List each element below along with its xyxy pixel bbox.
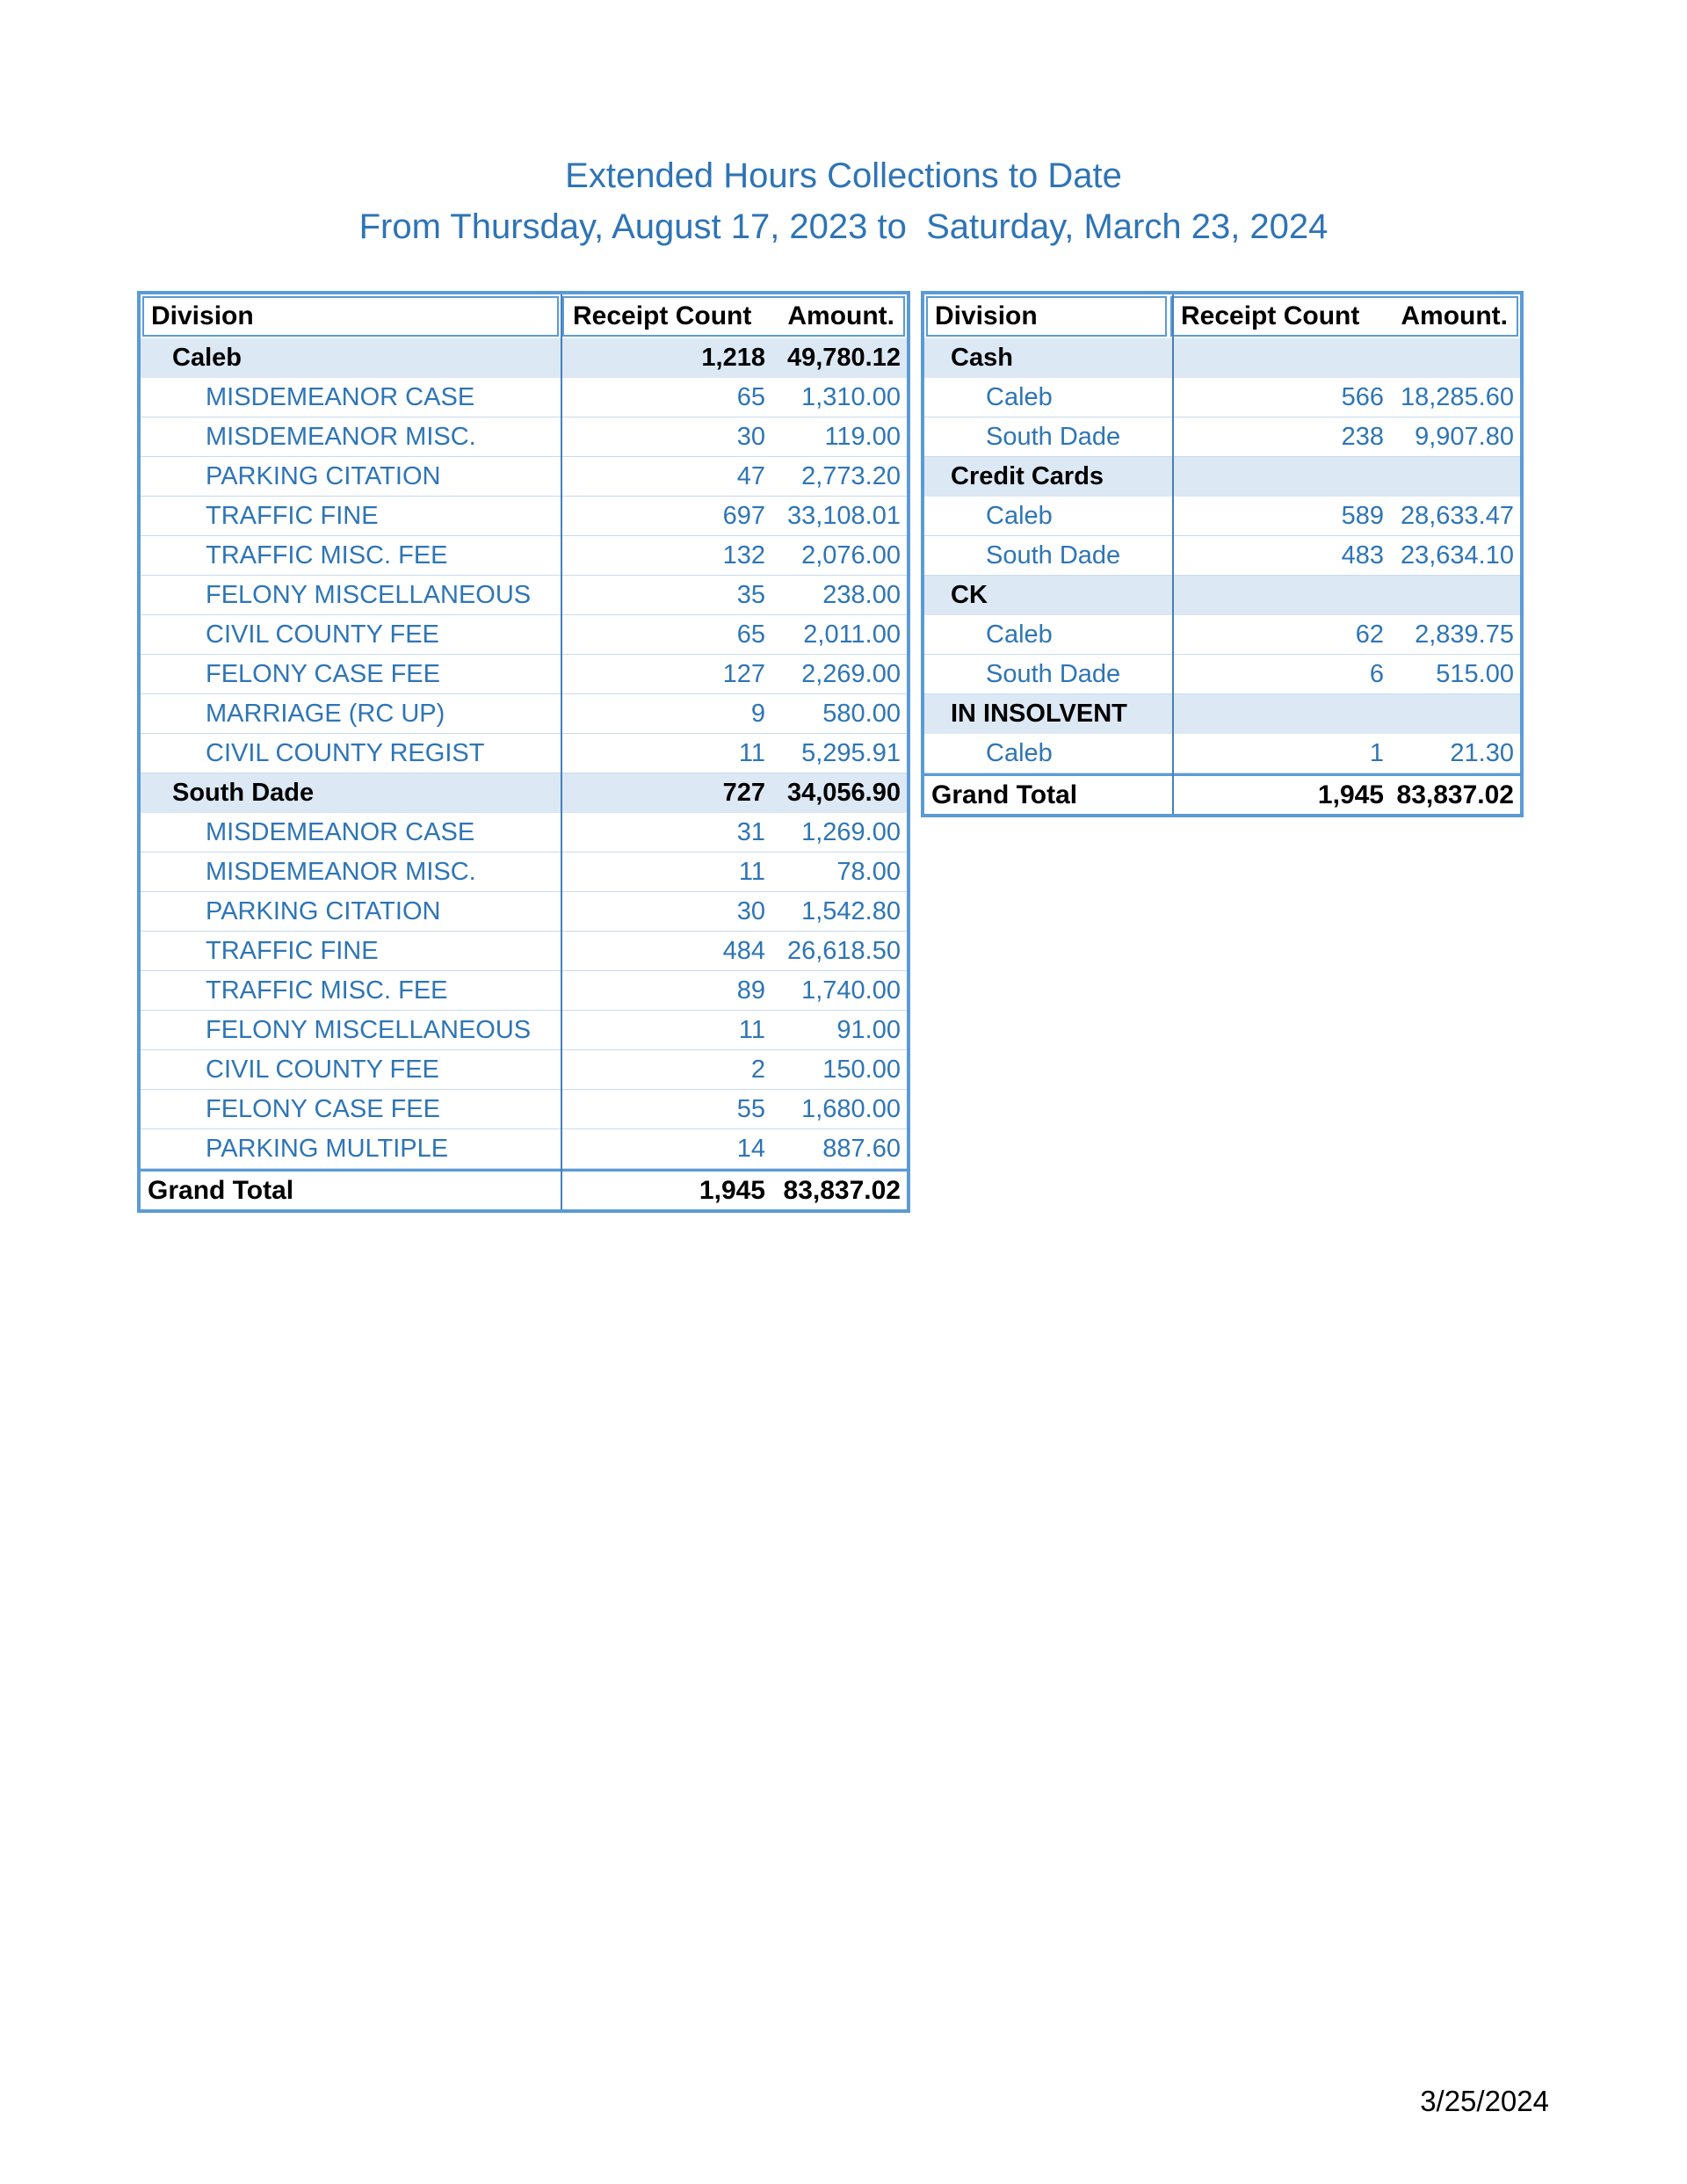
column-header-values: [1170, 296, 1518, 337]
amount-cell: 150.00: [822, 1055, 901, 1084]
receipt-count-cell: [1172, 576, 1388, 615]
amount-cell: [1388, 576, 1520, 615]
receipt-count-cell: 484: [722, 936, 765, 965]
grand-total-row: [924, 773, 1520, 814]
division-cell: PARKING CITATION: [206, 461, 441, 490]
receipt-count-cell: 30: [736, 422, 765, 451]
receipt-count-cell: 30: [736, 896, 765, 925]
division-cell: FELONY CASE FEE: [206, 659, 440, 688]
detail-row: [141, 497, 907, 536]
division-cell: PARKING MULTIPLE: [206, 1134, 449, 1163]
group-row: [141, 338, 907, 378]
report-title: Extended Hours Collections to Date: [565, 156, 1122, 195]
division-cell: TRAFFIC MISC. FEE: [206, 976, 448, 1005]
receipt-count-cell: 6: [1369, 659, 1384, 688]
detail-row: [924, 655, 1520, 694]
division-cell: FELONY MISCELLANEOUS: [206, 580, 532, 609]
receipt-count-cell: 127: [722, 659, 765, 688]
detail-row: [924, 378, 1520, 417]
detail-row: [141, 932, 907, 971]
receipt-count-cell: 1: [1369, 738, 1384, 767]
receipt-count-cell: 566: [1341, 382, 1384, 411]
detail-row: [141, 655, 907, 694]
detail-row: [141, 1050, 907, 1090]
division-cell: MARRIAGE (RC UP): [206, 699, 445, 728]
amount-cell: 2,011.00: [803, 620, 901, 649]
detail-row: [141, 1011, 907, 1050]
amount-cell: 9,907.80: [1415, 422, 1514, 451]
column-header-amount: Amount.: [1401, 301, 1508, 330]
column-divider: [561, 294, 562, 1209]
amount-cell: 91.00: [836, 1015, 901, 1044]
receipt-count-cell: 11: [738, 1015, 765, 1044]
receipt-count-cell: [1172, 338, 1388, 378]
amount-cell: 580.00: [822, 699, 901, 728]
detail-row: [141, 1090, 907, 1129]
division-cell: Cash: [951, 344, 1013, 372]
group-row: [141, 773, 907, 813]
division-cell: CIVIL COUNTY FEE: [206, 1055, 439, 1084]
receipt-count-cell: 697: [722, 501, 765, 530]
amount-cell: 515.00: [1436, 659, 1514, 688]
amount-cell: 2,773.20: [801, 461, 901, 490]
grand-total-row: [141, 1169, 907, 1209]
division-cell: MISDEMEANOR MISC.: [206, 422, 476, 451]
division-cell: TRAFFIC MISC. FEE: [206, 541, 448, 570]
division-cell: Credit Cards: [951, 462, 1104, 490]
group-row: [924, 338, 1520, 378]
receipt-count-cell: 11: [738, 857, 765, 886]
amount-cell: 21.30: [1450, 738, 1514, 767]
detail-row: [141, 378, 907, 417]
amount-cell: 5,295.91: [801, 738, 901, 767]
division-cell: Grand Total: [931, 780, 1078, 809]
division-cell: PARKING CITATION: [206, 896, 441, 925]
detail-row: [141, 615, 907, 655]
receipt-count-cell: 1,945: [699, 1175, 765, 1205]
detail-row: [141, 853, 907, 892]
group-row: [924, 576, 1520, 615]
collections-by-division-table: [137, 291, 910, 1213]
amount-cell: 2,269.00: [801, 659, 901, 688]
receipt-count-cell: 132: [722, 541, 765, 570]
amount-cell: 18,285.60: [1400, 382, 1514, 411]
amount-cell: 1,740.00: [801, 976, 901, 1005]
division-cell: CIVIL COUNTY REGIST: [206, 738, 485, 767]
amount-cell: 23,634.10: [1400, 541, 1514, 570]
detail-row: [141, 457, 907, 497]
amount-cell: 78.00: [836, 857, 901, 886]
receipt-count-cell: 55: [736, 1094, 765, 1123]
receipt-count-cell: 65: [736, 382, 765, 411]
amount-cell: 1,680.00: [801, 1094, 901, 1123]
group-row: [924, 694, 1520, 734]
receipt-count-cell: 11: [738, 738, 765, 767]
division-cell: Caleb: [986, 382, 1053, 411]
division-cell: CK: [951, 581, 988, 609]
amount-cell: [1388, 694, 1520, 734]
division-cell: CIVIL COUNTY FEE: [206, 620, 439, 649]
receipt-count-cell: 1,218: [701, 344, 765, 372]
receipt-count-cell: 1,945: [1317, 780, 1384, 809]
amount-cell: 49,780.12: [786, 344, 901, 372]
amount-cell: 1,269.00: [801, 817, 901, 846]
detail-row: [141, 1129, 907, 1169]
group-row: [924, 457, 1520, 497]
division-cell: Grand Total: [148, 1175, 294, 1205]
report-subtitle: From Thursday, August 17, 2023 to Saturday, March 23, 2024: [358, 207, 1329, 246]
amount-cell: 83,837.02: [783, 1175, 901, 1205]
receipt-count-cell: 2: [750, 1055, 765, 1084]
amount-cell: [1388, 457, 1520, 497]
column-header-division: Division: [926, 296, 1167, 337]
amount-cell: 1,310.00: [801, 382, 901, 411]
column-divider: [1172, 294, 1174, 814]
detail-row: [141, 694, 907, 734]
division-cell: TRAFFIC FINE: [206, 501, 379, 530]
detail-row: [924, 536, 1520, 576]
table-header-row: [924, 294, 1520, 338]
amount-cell: 1,542.80: [801, 896, 901, 925]
receipt-count-cell: 89: [736, 976, 765, 1005]
column-header-values: [562, 296, 905, 337]
amount-cell: [1388, 338, 1520, 378]
receipt-count-cell: 35: [736, 580, 765, 609]
print-date: 3/25/2024: [1420, 2085, 1549, 2117]
receipt-count-cell: 727: [722, 779, 765, 807]
division-cell: Caleb: [986, 738, 1053, 767]
detail-row: [141, 576, 907, 615]
column-header-receipt-count: Receipt Count: [573, 301, 752, 330]
division-cell: IN INSOLVENT: [951, 700, 1127, 728]
division-cell: FELONY CASE FEE: [206, 1094, 440, 1123]
table-body: [141, 338, 907, 1209]
collections-by-payment-type-table: [921, 291, 1524, 817]
division-cell: South Dade: [172, 779, 315, 807]
detail-row: [141, 734, 907, 773]
receipt-count-cell: 31: [736, 817, 765, 846]
receipt-count-cell: 9: [750, 699, 765, 728]
detail-row: [141, 892, 907, 932]
detail-row: [924, 417, 1520, 457]
receipt-count-cell: 483: [1341, 541, 1384, 570]
detail-row: [924, 497, 1520, 536]
table-header-row: [141, 294, 907, 338]
amount-cell: 119.00: [824, 422, 901, 451]
amount-cell: 238.00: [822, 580, 901, 609]
amount-cell: 28,633.47: [1400, 501, 1514, 530]
division-cell: TRAFFIC FINE: [206, 936, 379, 965]
division-cell: South Dade: [986, 541, 1121, 570]
detail-row: [141, 971, 907, 1011]
detail-row: [924, 615, 1520, 655]
division-cell: FELONY MISCELLANEOUS: [206, 1015, 532, 1044]
receipt-count-cell: 589: [1341, 501, 1384, 530]
receipt-count-cell: 238: [1341, 422, 1384, 451]
detail-row: [141, 417, 907, 457]
division-cell: South Dade: [986, 422, 1121, 451]
receipt-count-cell: [1172, 457, 1388, 497]
amount-cell: 26,618.50: [786, 936, 901, 965]
detail-row: [924, 734, 1520, 773]
amount-cell: 2,076.00: [801, 541, 901, 570]
receipt-count-cell: [1172, 694, 1388, 734]
amount-cell: 887.60: [822, 1134, 901, 1163]
amount-cell: 33,108.01: [786, 501, 901, 530]
column-header-receipt-count: Receipt Count: [1181, 301, 1360, 330]
table-body: [924, 338, 1520, 814]
receipt-count-cell: 47: [736, 461, 765, 490]
detail-row: [141, 536, 907, 576]
division-cell: Caleb: [986, 620, 1053, 649]
division-cell: Caleb: [172, 344, 242, 372]
division-cell: South Dade: [986, 659, 1121, 688]
division-cell: MISDEMEANOR CASE: [206, 817, 475, 846]
amount-cell: 34,056.90: [786, 779, 901, 807]
receipt-count-cell: 14: [736, 1134, 765, 1163]
division-cell: Caleb: [986, 501, 1053, 530]
column-header-division: Division: [142, 296, 559, 337]
amount-cell: 83,837.02: [1396, 780, 1514, 809]
division-cell: MISDEMEANOR MISC.: [206, 857, 476, 886]
amount-cell: 2,839.75: [1415, 620, 1514, 649]
column-header-amount: Amount.: [787, 301, 894, 330]
receipt-count-cell: 65: [736, 620, 765, 649]
detail-row: [141, 813, 907, 853]
division-cell: MISDEMEANOR CASE: [206, 382, 475, 411]
receipt-count-cell: 62: [1355, 620, 1384, 649]
